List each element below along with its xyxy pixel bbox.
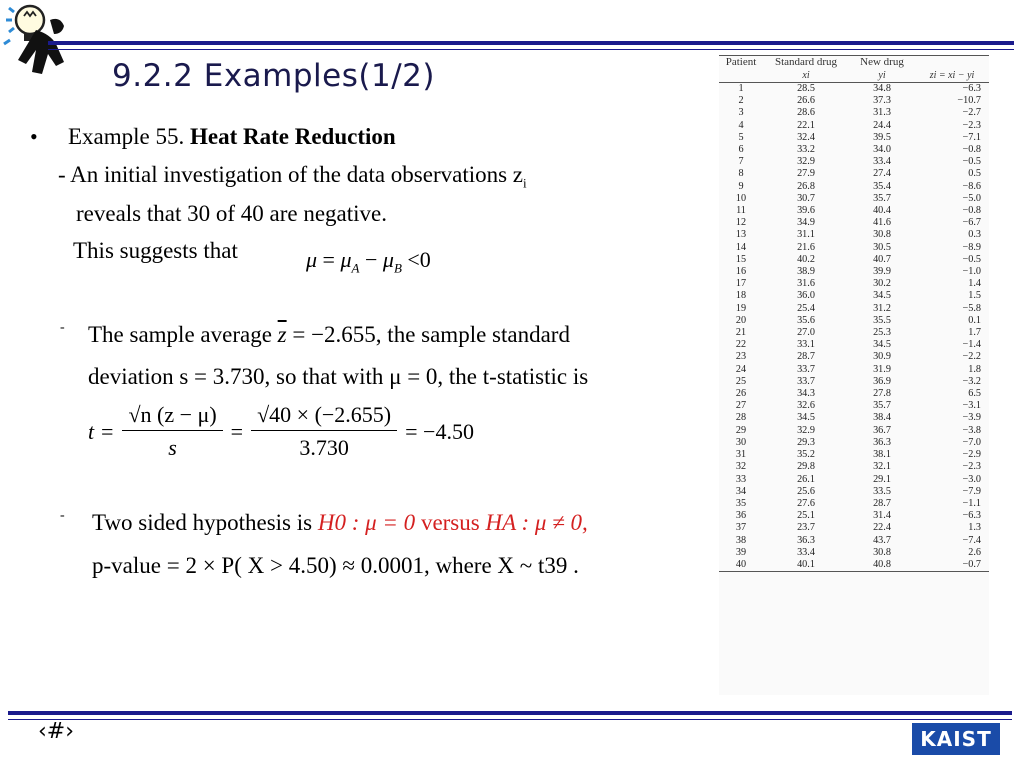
t-fraction-1	[122, 402, 222, 461]
table-row	[719, 205, 989, 217]
table-cell: 35.2	[797, 449, 815, 461]
footer-rule	[8, 711, 1012, 715]
table-cell: 40.2	[797, 253, 815, 265]
table-cell: 33.7	[797, 363, 815, 375]
table-cell: 33.7	[797, 375, 815, 387]
t-statistic-formula	[88, 402, 474, 461]
table-cell: 30.9	[873, 351, 891, 363]
table-row	[719, 107, 989, 119]
table-cell: 34.5	[797, 412, 815, 424]
table-cell: 39.6	[797, 205, 815, 217]
table-cell: 9	[738, 180, 744, 192]
table-row	[719, 229, 989, 241]
table-cell: 30.8	[873, 229, 891, 241]
observation-text: - An initial investigation of the data observations z	[58, 162, 524, 187]
table-cell: 36.0	[797, 290, 815, 302]
table-cell: 21.6	[797, 241, 815, 253]
table-cell: 5	[738, 131, 744, 143]
table-cell: −6.7	[962, 217, 981, 229]
table-cell: 25.4	[797, 302, 815, 314]
patient-data-table-container	[719, 55, 989, 695]
table-cell: 34.5	[873, 339, 891, 351]
table-cell: 36.3	[873, 436, 891, 448]
table-row	[719, 132, 989, 144]
table-cell: 37	[735, 522, 747, 534]
table-row	[719, 461, 989, 473]
table-cell: −0.5	[962, 253, 981, 265]
table-cell: −1.0	[962, 266, 981, 278]
versus-text: versus	[415, 510, 486, 535]
table-cell: 33.4	[797, 546, 815, 558]
table-row	[719, 522, 989, 534]
table-row	[719, 168, 989, 180]
table-cell: −6.3	[962, 83, 981, 94]
table-cell: 26.1	[797, 473, 815, 485]
table-row	[719, 449, 989, 461]
table-cell: −0.5	[962, 156, 981, 168]
table-cell: 22.4	[873, 522, 891, 534]
table-cell: 30.2	[873, 278, 891, 290]
table-cell: 39.9	[873, 266, 891, 278]
hypothesis-line	[92, 510, 588, 536]
zbar-symbol: $\overline{z}$	[277, 322, 287, 347]
table-cell: −8.6	[962, 180, 981, 192]
table-cell: 1.3	[968, 522, 981, 534]
table-cell: 3	[738, 107, 744, 119]
table-cell: 14	[735, 241, 747, 253]
table-row	[719, 364, 989, 376]
table-cell: 28.7	[797, 351, 815, 363]
table-cell: −5.8	[962, 302, 981, 314]
table-row	[719, 254, 989, 266]
example-label: Example 55.	[68, 124, 190, 149]
table-row	[719, 120, 989, 132]
subheader-diff: zi = xi − yi	[929, 70, 975, 81]
table-cell: 27.9	[797, 168, 815, 180]
table-cell: 35.5	[873, 314, 891, 326]
table-cell: 28.7	[873, 497, 891, 509]
table-cell: −2.3	[962, 119, 981, 131]
table-cell: 36.7	[873, 424, 891, 436]
table-row	[719, 547, 989, 559]
table-cell: 20	[735, 314, 747, 326]
table-cell: 25.3	[873, 327, 891, 339]
table-cell: 11	[736, 205, 746, 217]
t-equals: =	[230, 418, 244, 444]
table-cell: 25	[735, 375, 747, 387]
table-cell: 1.7	[968, 327, 981, 339]
subheader-standard: xi	[802, 70, 810, 81]
t-result: = −4.50	[405, 418, 474, 444]
table-row	[719, 486, 989, 498]
table-row	[719, 425, 989, 437]
observation-line-1	[58, 162, 527, 192]
kaist-logo: KAIST	[912, 723, 1000, 755]
table-row	[719, 181, 989, 193]
table-cell: 22	[735, 339, 747, 351]
table-cell: −2.7	[962, 107, 981, 119]
table-row	[719, 327, 989, 339]
table-row	[719, 376, 989, 388]
table-row	[719, 510, 989, 522]
table-cell: 25.6	[797, 485, 815, 497]
table-cell: 33.1	[797, 339, 815, 351]
table-cell: 10	[735, 192, 747, 204]
table-cell: 27.0	[797, 327, 815, 339]
table-cell: 31	[735, 449, 747, 461]
subheader-new: yi	[878, 70, 886, 81]
table-row	[719, 303, 989, 315]
table-cell: 24.4	[873, 119, 891, 131]
s-expression: s = 3.730, so that with	[179, 364, 390, 389]
table-cell: 18	[735, 290, 747, 302]
table-row	[719, 266, 989, 278]
observation-line-2: reveals that 30 of 40 are negative.	[76, 201, 388, 226]
table-cell: 32.9	[797, 156, 815, 168]
table-cell: 26.6	[797, 95, 815, 107]
table-cell: 22.1	[797, 119, 815, 131]
table-cell: −3.8	[962, 424, 981, 436]
sample-average-text: The sample average	[88, 322, 278, 347]
table-cell: 4	[738, 119, 744, 131]
table-cell: 31.3	[873, 107, 891, 119]
table-cell: 13	[735, 229, 747, 241]
table-cell: −7.4	[962, 534, 981, 546]
table-cell: 30.7	[797, 192, 815, 204]
table-cell: 33.2	[797, 144, 815, 156]
table-row	[719, 351, 989, 363]
table-cell: 35.7	[873, 400, 891, 412]
table-cell: 28.5	[797, 83, 815, 94]
table-cell: 31.9	[873, 363, 891, 375]
table-cell: 35	[735, 497, 747, 509]
table-cell: −6.3	[962, 510, 981, 522]
table-cell: 8	[738, 168, 744, 180]
h0-expression: H0 : μ = 0	[317, 510, 416, 535]
table-cell: −0.8	[962, 205, 981, 217]
sample-average-line	[88, 322, 570, 348]
table-cell: 34.3	[797, 388, 815, 400]
table-row	[719, 242, 989, 254]
table-cell: 38.1	[873, 449, 891, 461]
table-cell: 37.3	[873, 95, 891, 107]
table-row	[719, 95, 989, 107]
table-cell: 0.5	[968, 168, 981, 180]
table-cell: 26.8	[797, 180, 815, 192]
table-cell: 35.7	[873, 192, 891, 204]
table-cell: 31.4	[873, 510, 891, 522]
table-row	[719, 290, 989, 302]
table-cell: 29.3	[797, 436, 815, 448]
ha-expression: HA : μ ≠ 0,	[485, 510, 588, 535]
table-cell: 33.4	[873, 156, 891, 168]
table-row	[719, 156, 989, 168]
table-cell: 36	[735, 510, 747, 522]
table-cell: 33	[735, 473, 747, 485]
table-cell: −7.0	[962, 436, 981, 448]
table-cell: 38.4	[873, 412, 891, 424]
example-title	[68, 124, 396, 150]
table-cell: 2.6	[968, 546, 981, 558]
table-row	[719, 339, 989, 351]
table-cell: 1	[738, 83, 744, 94]
footer-rule-thin	[8, 719, 1012, 720]
table-cell: 36.3	[797, 534, 815, 546]
table-row	[719, 315, 989, 327]
table-cell: 34.8	[873, 83, 891, 94]
table-cell: 1.4	[968, 278, 981, 290]
deviation-text: deviation	[88, 364, 180, 389]
subheader-patient	[719, 69, 763, 83]
table-cell: 30.5	[873, 241, 891, 253]
dash-marker-2: -	[60, 508, 65, 523]
table-cell: 21	[735, 327, 747, 339]
suggestion-formula: $\mu = \mu_A - \mu_B <0$	[306, 247, 431, 276]
table-cell: 34.0	[873, 144, 891, 156]
table-cell: 30	[735, 436, 747, 448]
table-cell: 31.1	[797, 229, 815, 241]
table-cell: 39.5	[873, 131, 891, 143]
table-cell: 40.8	[873, 558, 891, 570]
page-number: ‹#›	[38, 719, 75, 744]
table-cell: 12	[735, 217, 747, 229]
table-cell: 38.9	[797, 266, 815, 278]
table-cell: −8.9	[962, 241, 981, 253]
table-cell: 29.8	[797, 461, 815, 473]
table-cell: 27.8	[873, 388, 891, 400]
t-numerator-1: √n (z − μ)	[122, 402, 222, 431]
table-cell: −2.3	[962, 461, 981, 473]
table-row	[719, 498, 989, 510]
table-row	[719, 535, 989, 547]
table-row	[719, 83, 989, 96]
table-cell: 7	[738, 156, 744, 168]
table-cell: −7.1	[962, 131, 981, 143]
table-cell: 29	[735, 424, 747, 436]
table-cell: 32.1	[873, 461, 891, 473]
table-cell: 28	[735, 412, 747, 424]
table-row	[719, 400, 989, 412]
table-cell: −2.9	[962, 449, 981, 461]
t-denominator-1: s	[168, 435, 177, 460]
table-cell: 40.7	[873, 253, 891, 265]
table-cell: 1.5	[968, 290, 981, 302]
table-row	[719, 217, 989, 229]
table-cell: 35.4	[873, 180, 891, 192]
table-cell: 38	[735, 534, 747, 546]
table-cell: 15	[735, 253, 747, 265]
table-row	[719, 193, 989, 205]
deviation-line	[88, 364, 588, 390]
table-cell: 17	[735, 278, 747, 290]
bullet-marker: •	[30, 124, 38, 149]
zbar-value: = −2.655, the sample standard	[286, 322, 570, 347]
t-denominator-2: 3.730	[299, 435, 349, 460]
table-cell: 34.9	[797, 217, 815, 229]
table-cell: 27.6	[797, 497, 815, 509]
mu-expression: μ = 0,	[389, 364, 444, 389]
table-cell: 25.1	[797, 510, 815, 522]
table-cell: −3.2	[962, 375, 981, 387]
slide-title: 9.2.2 Examples(1/2)	[112, 58, 435, 94]
table-cell: 32.6	[797, 400, 815, 412]
t-numerator-2: √40 × (−2.655)	[251, 402, 397, 431]
table-cell: 6	[738, 144, 744, 156]
table-cell: 35.6	[797, 314, 815, 326]
table-row	[719, 412, 989, 424]
table-cell: 6.5	[968, 388, 981, 400]
table-cell: 32	[735, 461, 747, 473]
header-rule	[48, 41, 1014, 45]
table-cell: −5.0	[962, 192, 981, 204]
table-cell: 19	[735, 302, 747, 314]
table-cell: 34	[735, 485, 747, 497]
table-cell: −10.7	[957, 95, 981, 107]
patient-data-table	[719, 55, 989, 572]
table-cell: 31.6	[797, 278, 815, 290]
table-cell: −1.4	[962, 339, 981, 351]
table-cell: −3.9	[962, 412, 981, 424]
table-cell: 39	[735, 546, 747, 558]
table-row	[719, 437, 989, 449]
table-cell: 36.9	[873, 375, 891, 387]
table-cell: 34.5	[873, 290, 891, 302]
table-cell: 2	[738, 95, 744, 107]
table-row	[719, 474, 989, 486]
table-cell: −7.9	[962, 485, 981, 497]
observation-subscript: i	[523, 175, 527, 191]
table-cell: 16	[735, 266, 747, 278]
col-header-standard: Standard drug	[774, 56, 837, 68]
table-cell: 23	[735, 351, 747, 363]
table-cell: 40.4	[873, 205, 891, 217]
hypothesis-text: Two sided hypothesis is	[92, 510, 318, 535]
table-cell: −0.7	[962, 558, 981, 570]
table-cell: 24	[735, 363, 747, 375]
table-cell: 43.7	[873, 534, 891, 546]
table-cell: −2.2	[962, 351, 981, 363]
table-cell: −1.1	[962, 497, 981, 509]
table-row	[719, 144, 989, 156]
table-cell: 29.1	[873, 473, 891, 485]
table-cell: 0.3	[968, 229, 981, 241]
t-symbol: t =	[88, 418, 115, 444]
lightbulb-thinker-logo-icon	[0, 0, 80, 80]
dash-marker-1: -	[60, 320, 65, 335]
example-heading: Heat Rate Reduction	[190, 124, 396, 149]
table-cell: 41.6	[873, 217, 891, 229]
suggestion-line: This suggests that	[73, 238, 238, 263]
table-cell: 32.4	[797, 131, 815, 143]
table-row	[719, 559, 989, 572]
tstat-intro: the t-statistic is	[443, 364, 589, 389]
table-cell: 1.8	[968, 363, 981, 375]
table-cell: 23.7	[797, 522, 815, 534]
table-cell: −0.8	[962, 144, 981, 156]
table-cell: 40	[735, 558, 747, 570]
table-cell: 32.9	[797, 424, 815, 436]
table-row	[719, 388, 989, 400]
header-rule-thin	[48, 49, 1014, 50]
table-cell: 30.8	[873, 546, 891, 558]
col-header-diff	[915, 56, 989, 70]
table-cell: 26	[735, 388, 747, 400]
table-cell: 31.2	[873, 302, 891, 314]
table-cell: 40.1	[797, 558, 815, 570]
table-row	[719, 278, 989, 290]
table-cell: 0.1	[968, 314, 981, 326]
table-cell: −3.0	[962, 473, 981, 485]
table-cell: 27	[735, 400, 747, 412]
p-value-line: p-value = 2 × P( X > 4.50) ≈ 0.0001, where X ~ t39 .	[92, 553, 579, 578]
table-cell: 27.4	[873, 168, 891, 180]
t-fraction-2	[251, 402, 397, 461]
col-header-patient: Patient	[725, 56, 757, 68]
table-cell: 33.5	[873, 485, 891, 497]
col-header-new: New drug	[860, 56, 904, 68]
table-cell: −3.1	[962, 400, 981, 412]
table-cell: 28.6	[797, 107, 815, 119]
